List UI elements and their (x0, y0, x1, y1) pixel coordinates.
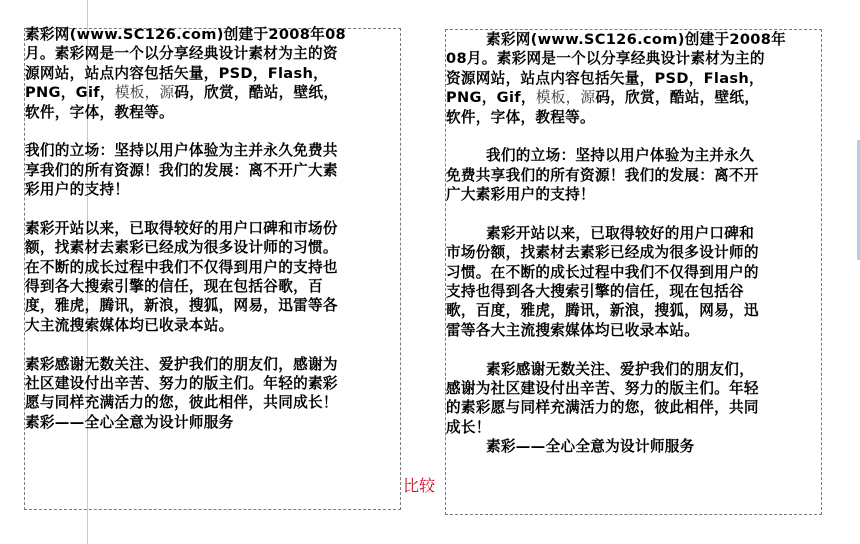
text-line: 感谢为社区建设付出辛苦、努力的版主们。年轻 (446, 380, 759, 398)
text-line: 额，找素材去素彩已经成为很多设计师的习惯。 (25, 239, 338, 257)
text-line: 免费共享我们的所有资源！我们的发展：离不开 (446, 166, 759, 184)
text-line: 素彩开站以来，已取得较好的用户口碑和 (486, 224, 755, 242)
text-line: 社区建设付出辛苦、努力的版主们。年轻的素彩 (25, 375, 338, 393)
paragraph-gap (446, 127, 786, 146)
right-text-column (446, 30, 786, 457)
text-line: 源网站，站点内容包括矢量，PSD，Flash， (25, 64, 329, 82)
text-line: 素彩感谢无数关注、爱护我们的朋友们，感谢为 (25, 355, 338, 373)
text-line: 在不断的成长过程中我们不仅得到用户的支持也 (25, 258, 338, 276)
text-line: 资源网站，站点内容包括矢量，PSD，Flash， (446, 69, 764, 87)
text-run: 码，欣赏，酷站，壁纸， (595, 89, 760, 107)
paragraph-gap (25, 335, 346, 354)
text-line: 大主流搜索媒体均已收录本站。 (25, 316, 234, 334)
text-run: 模板，源 (535, 89, 596, 107)
text-run: 码，欣赏，酷站，壁纸， (174, 84, 339, 102)
text-line: 素彩网(www.SC126.com)创建于2008年 (486, 31, 787, 48)
text-line: 享我们的所有资源！我们的发展：离不开广大素 (25, 161, 338, 179)
paragraph-gap (446, 205, 786, 224)
text-line: 素彩——全心全意为设计师服务 (486, 438, 695, 456)
text-run: PNG，Gif， (25, 84, 115, 102)
text-line: 度，雅虎，腾讯，新浪，搜狐，网易，迅雷等各 (25, 297, 338, 315)
paragraph-gap (25, 200, 346, 219)
left-text-column (25, 25, 346, 432)
text-line: 广大素彩用户的支持！ (446, 186, 595, 204)
text-run: PNG，Gif， (446, 89, 536, 107)
text-line: 软件，字体，教程等。 (25, 103, 174, 121)
text-line: 素彩感谢无数关注、爱护我们的朋友们， (486, 360, 755, 378)
text-run: 模板，源 (114, 84, 175, 102)
text-line: 习惯。在不断的成长过程中我们不仅得到用户的 (446, 263, 759, 281)
text-line: 软件，字体，教程等。 (446, 108, 595, 126)
text-line (446, 88, 786, 107)
text-line: 08月。素彩网是一个以分享经典设计素材为主的 (446, 50, 765, 68)
paragraph-gap (446, 340, 786, 359)
paragraph-gap (25, 122, 346, 141)
text-line: 雷等各大主流搜索媒体均已收录本站。 (446, 321, 700, 339)
text-line: 成长！ (446, 418, 491, 436)
text-line: 素彩开站以来，已取得较好的用户口碑和市场份 (25, 219, 338, 237)
text-line: 市场份额，找素材去素彩已经成为很多设计师的 (446, 244, 759, 262)
text-line: 歌，百度，雅虎，腾讯，新浪，搜狐，网易，迅 (446, 302, 759, 320)
text-line: 的素彩愿与同样充满活力的您，彼此相伴，共同 (446, 399, 759, 417)
text-line: 素彩网(www.SC126.com)创建于2008年08 (25, 26, 346, 43)
text-line: 彩用户的支持！ (25, 181, 130, 199)
text-line: 月。素彩网是一个以分享经典设计素材为主的资 (25, 45, 338, 63)
text-line (25, 83, 346, 102)
text-line: 愿与同样充满活力的您，彼此相伴，共同成长！ (25, 394, 338, 412)
text-line: 我们的立场：坚持以用户体验为主并永久 (486, 147, 755, 165)
text-line: 我们的立场：坚持以用户体验为主并永久免费共 (25, 142, 338, 160)
text-line: 支持也得到各大搜索引擎的信任，现在包括谷 (446, 283, 744, 301)
text-line: 素彩——全心全意为设计师服务 (25, 413, 234, 431)
text-line: 得到各大搜索引擎的信任，现在包括谷歌，百 (25, 278, 323, 296)
compare-label: 比较 (403, 476, 436, 495)
